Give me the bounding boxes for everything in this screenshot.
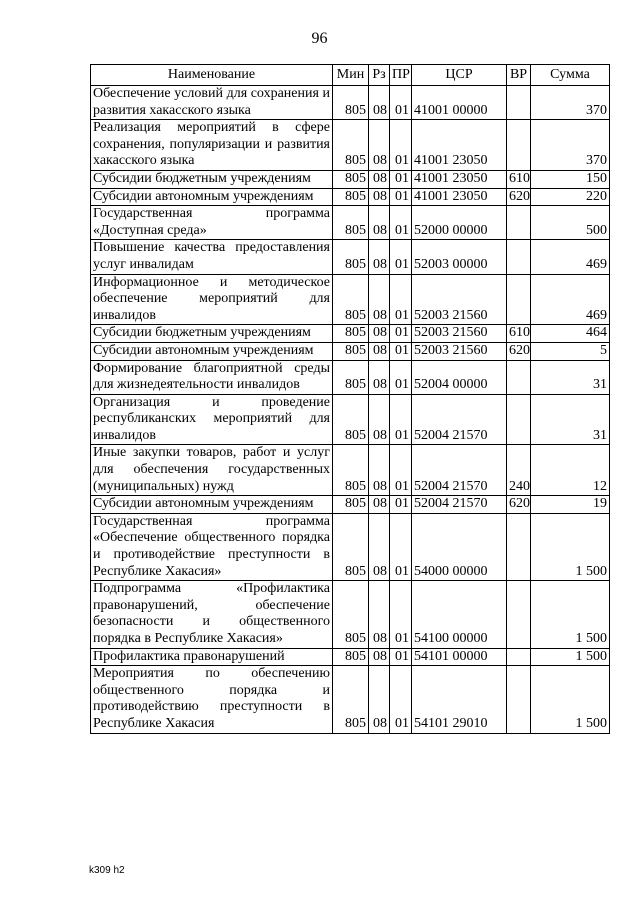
- row-pr: 01: [390, 325, 412, 343]
- row-pr: 01: [390, 666, 412, 733]
- row-min: 805: [333, 170, 369, 188]
- row-sum: 469: [531, 240, 610, 274]
- row-rz: 08: [369, 496, 390, 514]
- row-name: Субсидии автономным учреждениям: [91, 188, 333, 206]
- row-rz: 08: [369, 120, 390, 171]
- row-min: 805: [333, 496, 369, 514]
- row-min: 805: [333, 188, 369, 206]
- row-rz: 08: [369, 648, 390, 666]
- row-rz: 08: [369, 394, 390, 445]
- row-pr: 01: [390, 394, 412, 445]
- row-rz: 08: [369, 513, 390, 580]
- header-rz: Рз: [369, 65, 390, 86]
- row-vr: 610: [507, 325, 531, 343]
- table-row: [91, 120, 610, 171]
- row-name: Субсидии бюджетным учреждениям: [91, 325, 333, 343]
- row-rz: 08: [369, 445, 390, 496]
- row-rz: 08: [369, 666, 390, 733]
- table-header-row: [91, 65, 610, 86]
- row-csr: 52003 21560: [412, 274, 507, 325]
- row-sum: 220: [531, 188, 610, 206]
- row-sum: 1 500: [531, 666, 610, 733]
- row-name: Иные закупки товаров, работ и услуг для обеспечения государственных (муниципальных) нужд: [91, 445, 333, 496]
- row-csr: 52003 21560: [412, 325, 507, 343]
- row-pr: 01: [390, 120, 412, 171]
- row-vr: [507, 240, 531, 274]
- row-min: 805: [333, 581, 369, 648]
- row-pr: 01: [390, 342, 412, 360]
- row-vr: 620: [507, 188, 531, 206]
- row-min: 805: [333, 120, 369, 171]
- row-rz: 08: [369, 170, 390, 188]
- row-pr: 01: [390, 581, 412, 648]
- row-name: Организация и проведение республиканских мероприятий для инвалидов: [91, 394, 333, 445]
- header-pr: ПР: [390, 65, 412, 86]
- row-csr: 54000 00000: [412, 513, 507, 580]
- budget-table: [90, 64, 610, 734]
- header-min: Мин: [333, 65, 369, 86]
- row-csr: 41001 23050: [412, 170, 507, 188]
- row-csr: 54100 00000: [412, 581, 507, 648]
- table-row: [91, 240, 610, 274]
- row-csr: 52000 00000: [412, 206, 507, 240]
- row-sum: 5: [531, 342, 610, 360]
- row-sum: 469: [531, 274, 610, 325]
- row-vr: 620: [507, 496, 531, 514]
- row-csr: 52004 21570: [412, 445, 507, 496]
- row-min: 805: [333, 648, 369, 666]
- header-sum: Сумма: [531, 65, 610, 86]
- row-csr: 41001 23050: [412, 188, 507, 206]
- row-pr: 01: [390, 86, 412, 120]
- row-vr: [507, 274, 531, 325]
- row-min: 805: [333, 513, 369, 580]
- row-rz: 08: [369, 274, 390, 325]
- row-csr: 52004 21570: [412, 496, 507, 514]
- row-sum: 500: [531, 206, 610, 240]
- row-name: Реализация мероприятий в сфере сохранения, популяризации и развития хакасского языка: [91, 120, 333, 171]
- row-min: 805: [333, 206, 369, 240]
- row-name: Формирование благоприятной среды для жизнедеятельности инвалидов: [91, 360, 333, 394]
- row-vr: 620: [507, 342, 531, 360]
- row-pr: 01: [390, 648, 412, 666]
- row-pr: 01: [390, 513, 412, 580]
- row-csr: 52003 00000: [412, 240, 507, 274]
- row-min: 805: [333, 325, 369, 343]
- table-row: [91, 274, 610, 325]
- row-sum: 370: [531, 86, 610, 120]
- row-vr: [507, 206, 531, 240]
- row-pr: 01: [390, 240, 412, 274]
- row-name: Субсидии автономным учреждениям: [91, 496, 333, 514]
- header-csr: ЦСР: [412, 65, 507, 86]
- table-row: [91, 170, 610, 188]
- row-sum: 19: [531, 496, 610, 514]
- row-rz: 08: [369, 360, 390, 394]
- table-row: [91, 206, 610, 240]
- table-row: [91, 342, 610, 360]
- row-pr: 01: [390, 445, 412, 496]
- row-rz: 08: [369, 325, 390, 343]
- table-row: [91, 496, 610, 514]
- row-vr: [507, 513, 531, 580]
- row-min: 805: [333, 274, 369, 325]
- row-name: Мероприятия по обеспечению общественного порядка и противодействию преступности в Республике Хакасия: [91, 666, 333, 733]
- row-csr: 41001 23050: [412, 120, 507, 171]
- row-sum: 370: [531, 120, 610, 171]
- row-sum: 31: [531, 360, 610, 394]
- row-name: Субсидии бюджетным учреждениям: [91, 170, 333, 188]
- row-sum: 12: [531, 445, 610, 496]
- row-csr: 54101 00000: [412, 648, 507, 666]
- row-vr: [507, 360, 531, 394]
- row-pr: 01: [390, 188, 412, 206]
- row-rz: 08: [369, 581, 390, 648]
- row-sum: 1 500: [531, 581, 610, 648]
- row-min: 805: [333, 86, 369, 120]
- row-csr: 52004 21570: [412, 394, 507, 445]
- row-rz: 08: [369, 86, 390, 120]
- row-sum: 31: [531, 394, 610, 445]
- table-row: [91, 188, 610, 206]
- row-name: Информационное и методическое обеспечение мероприятий для инвалидов: [91, 274, 333, 325]
- table-row: [91, 581, 610, 648]
- row-rz: 08: [369, 342, 390, 360]
- row-min: 805: [333, 240, 369, 274]
- row-csr: 52003 21560: [412, 342, 507, 360]
- row-name: Государственная программа «Обеспечение общественного порядка и противодействие преступности в Республике Хакасия»: [91, 513, 333, 580]
- table-row: [91, 513, 610, 580]
- row-vr: [507, 581, 531, 648]
- row-rz: 08: [369, 188, 390, 206]
- table-row: [91, 360, 610, 394]
- table-row: [91, 648, 610, 666]
- row-pr: 01: [390, 496, 412, 514]
- header-vr: ВР: [507, 65, 531, 86]
- table-row: [91, 445, 610, 496]
- row-pr: 01: [390, 206, 412, 240]
- page-number: 96: [311, 30, 328, 47]
- row-name: Государственная программа «Доступная среда»: [91, 206, 333, 240]
- row-min: 805: [333, 394, 369, 445]
- row-csr: 54101 29010: [412, 666, 507, 733]
- table-row: [91, 394, 610, 445]
- row-rz: 08: [369, 206, 390, 240]
- row-vr: [507, 648, 531, 666]
- row-name: Профилактика правонарушений: [91, 648, 333, 666]
- row-min: 805: [333, 666, 369, 733]
- row-sum: 150: [531, 170, 610, 188]
- row-sum: 464: [531, 325, 610, 343]
- row-sum: 1 500: [531, 648, 610, 666]
- row-min: 805: [333, 342, 369, 360]
- row-vr: [507, 86, 531, 120]
- row-vr: 240: [507, 445, 531, 496]
- table-row: [91, 86, 610, 120]
- header-name: Наименование: [91, 65, 333, 86]
- row-pr: 01: [390, 274, 412, 325]
- row-rz: 08: [369, 240, 390, 274]
- row-vr: [507, 120, 531, 171]
- row-name: Подпрограмма «Профилактика правонарушений, обеспечение безопасности и общественного порядка в Республике Хакасия»: [91, 581, 333, 648]
- row-min: 805: [333, 360, 369, 394]
- row-csr: 41001 00000: [412, 86, 507, 120]
- row-vr: [507, 394, 531, 445]
- table-row: [91, 325, 610, 343]
- row-pr: 01: [390, 170, 412, 188]
- row-min: 805: [333, 445, 369, 496]
- document-code: k309 h2: [89, 865, 125, 876]
- row-name: Субсидии автономным учреждениям: [91, 342, 333, 360]
- row-sum: 1 500: [531, 513, 610, 580]
- row-csr: 52004 00000: [412, 360, 507, 394]
- row-vr: [507, 666, 531, 733]
- row-name: Повышение качества предоставления услуг инвалидам: [91, 240, 333, 274]
- row-pr: 01: [390, 360, 412, 394]
- row-name: Обеспечение условий для сохранения и развития хакасского языка: [91, 86, 333, 120]
- row-vr: 610: [507, 170, 531, 188]
- table-row: [91, 666, 610, 733]
